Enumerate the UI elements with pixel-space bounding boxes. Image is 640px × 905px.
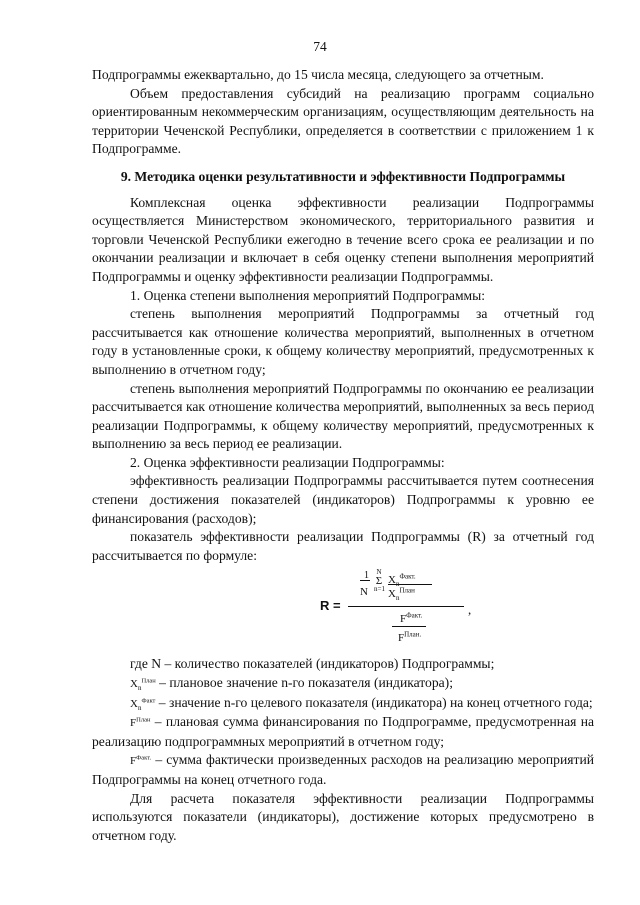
- definition-x-plan: $X_n^{План}$ – плановое значение n-го показателя (индикатора);: [130, 675, 453, 693]
- paragraph: 1. Оценка степени выполнения мероприятий Подпрограммы:: [130, 287, 486, 303]
- paragraph: эффективность реализации Подпрограммы рассчитывается путем соотнесения степени достижения показателей (индикаторов) Подпрограммы к уровню ее финансирования (расходов);: [92, 473, 594, 526]
- formula-x-plan: $X_n^{План}$: [388, 586, 415, 603]
- document-body: [92, 66, 594, 845]
- definition-n: где N – количество показателей (индикаторов) Подпрограммы;: [130, 656, 495, 672]
- f-plan-symbol: $F^{План}$: [130, 716, 151, 730]
- paragraph: Для расчета показателя эффективности реализации Подпрограммы используются показатели (индикаторы), достижение которых предусмотрено в отчетном году.: [92, 790, 594, 843]
- formula-lhs: R =: [320, 598, 341, 614]
- formula-one: 1: [364, 570, 369, 582]
- page-number: 74: [313, 39, 327, 54]
- paragraph: Подпрограммы ежеквартально, до 15 числа месяца, следующего за отчетным.: [92, 67, 544, 82]
- formula-sum: [374, 569, 384, 593]
- paragraph: степень выполнения мероприятий Подпрограммы по окончанию ее реализации рассчитывается как отношение количества мероприятий, выполненных за весь период реализации Подпрограммы, к общему количеству мероприятий, предусмотренных к выполнению за весь период ее реализации.: [92, 380, 594, 452]
- paragraph: показатель эффективности реализации Подпрограммы (R) за отчетный год рассчитывается по формуле:: [92, 529, 594, 563]
- x-fact-symbol: $X_n^{Факт}$: [130, 696, 156, 712]
- sum-sign: Σ: [375, 575, 383, 588]
- formula-x-fact: $X_n^{Факт.}$: [388, 572, 416, 589]
- formula-f-fact: $F^{Факт.}$: [400, 611, 423, 626]
- sum-top: N: [376, 568, 382, 577]
- efficiency-formula: [92, 567, 594, 649]
- paragraph: 2. Оценка эффективности реализации Подпрограммы:: [130, 454, 445, 470]
- paragraph: степень выполнения мероприятий Подпрограммы за отчетный год рассчитывается как отношение количества мероприятий, выполненных в отчетном году в установленные сроки, к общему количеству мероприятий, предусмотренных к выполнению в отчетном году;: [92, 306, 594, 377]
- definition-f-plan: $F^{План}$ – плановая сумма финансирования по Подпрограмме, предусмотренная на реализацию подпрограммных мероприятий в отчетном году;: [92, 714, 594, 749]
- formula-f-fraction-line: [392, 626, 426, 627]
- paragraph: Комплексная оценка эффективности реализации Подпрограммы осуществляется Министерством экономического, территориального развития и торговли Чеченской Республики ежегодно в течение всего срока ее реализации и по окончании реализации и включает в себя оценку степени выполнения мероприятий Подпрограммы и оценку эффективности реализации Подпрограммы.: [92, 194, 594, 284]
- formula-n: N: [360, 586, 368, 599]
- formula-f-plan: $F^{План.}$: [398, 630, 422, 645]
- x-plan-symbol: $X_n^{План}$: [130, 677, 156, 693]
- f-fact-symbol: $F^{Факт.}$: [130, 754, 152, 768]
- section-heading: 9. Методика оценки результативности и эффективности Подпрограммы: [120, 168, 566, 184]
- sum-bottom: n=1: [374, 585, 385, 594]
- formula-fraction-line: [360, 580, 370, 581]
- definition-x-fact: $X_n^{Факт}$ – значение n-го целевого показателя (индикатора) на конец отчетного года;: [130, 694, 593, 712]
- formula-comma: ,: [468, 602, 472, 618]
- definition-f-fact: $F^{Факт.}$ – сумма фактически произведенных расходов на реализацию мероприятий Подпрограммы на конец отчетного года.: [92, 752, 594, 787]
- paragraph: Объем предоставления субсидий на реализацию программ социально ориентированным некоммерческим организациям, осуществляющим деятельность на территории Чеченской Республики, определяется в соответствии с приложением 1 к Подпрограмме.: [92, 85, 594, 157]
- formula-main-fraction-line: [348, 606, 464, 607]
